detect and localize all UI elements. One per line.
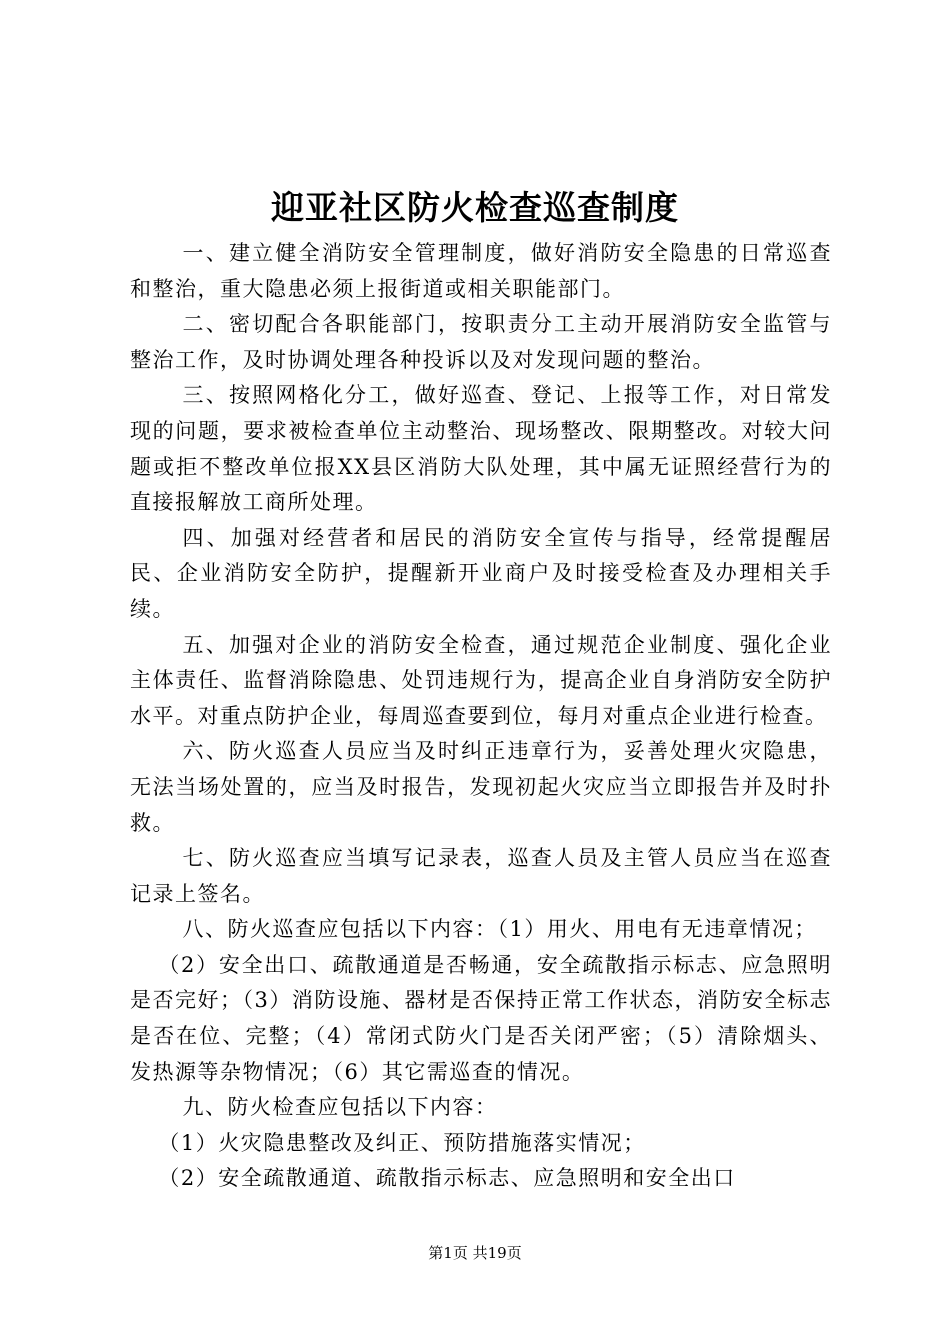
paragraph-1: 一、建立健全消防安全管理制度，做好消防安全隐患的日常巡查和整治，重大隐患必须上报街道或相关职能部门。 xyxy=(130,241,832,301)
paragraph-8: 八、防火巡查应包括以下内容：（1）用火、用电有无违章情况； xyxy=(182,917,817,942)
page-indicator: 第1页 共19页 xyxy=(428,1244,522,1262)
paragraph-10: 九、防火检查应包括以下内容： xyxy=(182,1095,498,1120)
paragraph-4: 四、加强对经营者和居民的消防安全宣传与指导，经常提醒居民、企业消防安全防护，提醒新开业商户及时接受检查及办理相关手续。 xyxy=(130,525,832,621)
paragraph-3: 三、按照网格化分工，做好巡查、登记、上报等工作，对日常发现的问题，要求被检查单位主动整治、现场整改、限期整改。对较大问题或拒不整改单位报XX县区消防大队处理，其中属无证照经营行为的直接报解放工商所处理。 xyxy=(130,383,832,515)
paragraph-2: 二、密切配合各职能部门，按职责分工主动开展消防安全监管与整治工作，及时协调处理各种投诉以及对发现问题的整治。 xyxy=(130,312,832,372)
paragraph-11: （1）火灾隐患整改及纠正、预防措施落实情况； xyxy=(158,1130,646,1155)
paragraph-5: 五、加强对企业的消防安全检查，通过规范企业制度、强化企业主体责任、监督消除隐患、处罚违规行为，提高企业自身消防安全防护水平。对重点防护企业，每周巡查要到位，每月对重点企业进行检查。 xyxy=(130,632,832,728)
document-title: 迎亚社区防火检查巡查制度 xyxy=(271,188,679,227)
paragraph-12: （2）安全疏散通道、疏散指示标志、应急照明和安全出口 xyxy=(158,1166,736,1191)
paragraph-7: 七、防火巡查应当填写记录表，巡查人员及主管人员应当在巡查记录上签名。 xyxy=(130,846,832,906)
paragraph-6: 六、防火巡查人员应当及时纠正违章行为，妥善处理火灾隐患，无法当场处置的，应当及时报告，发现初起火灾应当立即报告并及时扑救。 xyxy=(130,739,832,835)
document-body xyxy=(130,236,832,1197)
paragraph-9: （2）安全出口、疏散通道是否畅通，安全疏散指示标志、应急照明是否完好；（3）消防设施、器材是否保持正常工作状态，消防安全标志是否在位、完整；（4）常闭式防火门是否关闭严密；（5）清除烟头、发热源等杂物情况；（6）其它需巡查的情况。 xyxy=(130,952,832,1084)
